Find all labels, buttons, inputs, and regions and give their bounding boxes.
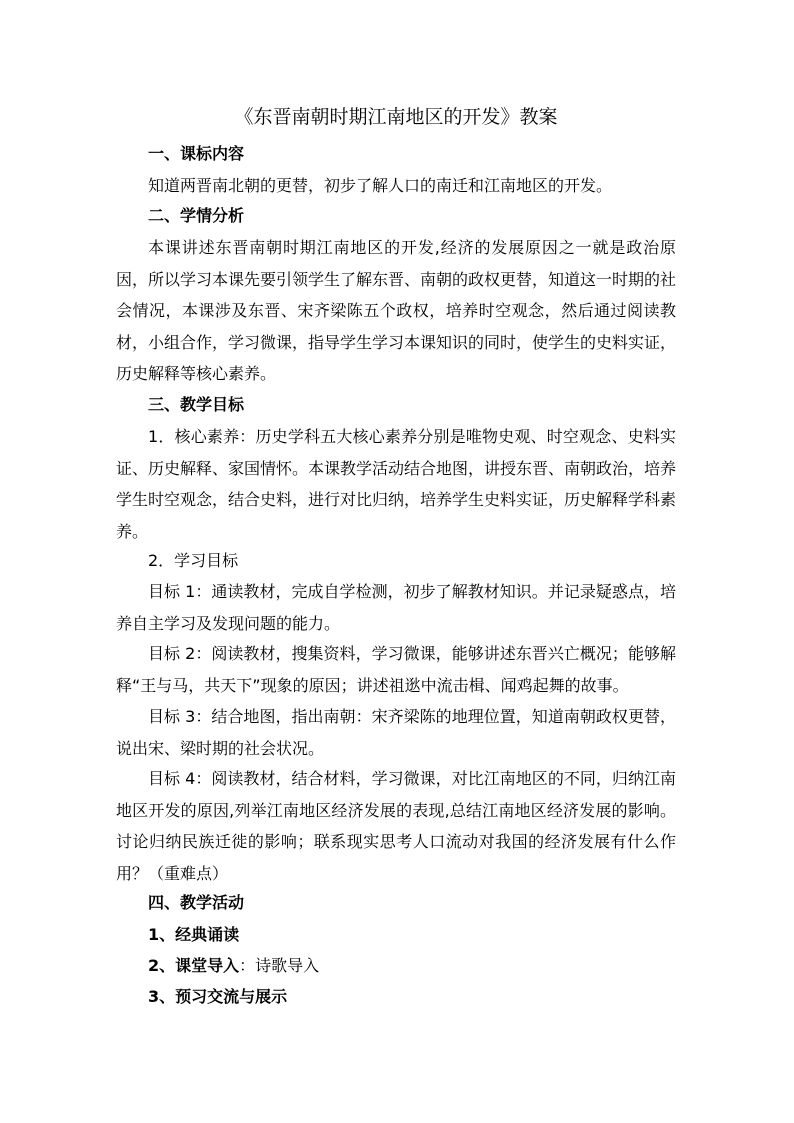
section-heading-objectives: 三、教学目标	[148, 395, 245, 414]
activity-3: 3、预习交流与展示	[148, 987, 288, 1006]
core-competency-text: 1．核心素养：历史学科五大核心素养分别是唯物史观、时空观念、史料实证、历史解释、家国情怀。本课教学活动结合地图，讲授东晋、南朝政治，培养学生时空观念，结合史料，进行对比归纳，培养学生史料实证，历史解释学科素养。	[116, 427, 677, 541]
goal-3-text: 目标 3：结合地图，指出南朝：宋齐梁陈的地理位置，知道南朝政权更替，说出宋、梁时期的社会状况。	[116, 707, 676, 758]
goal-2-text: 目标 2：阅读教材，搜集资料，学习微课，能够讲述东晋兴亡概况；能够解释“王与马，共天下”现象的原因；讲述祖逖中流击楫、闻鸡起舞的故事。	[116, 644, 676, 695]
document-title: 《东晋南朝时期江南地区的开发》教案	[234, 106, 558, 128]
goal-1-text: 目标 1：通读教材，完成自学检测，初步了解教材知识。并记录疑惑点，培养自主学习及发现问题的能力。	[116, 582, 676, 633]
activity-2-lead: 2、课堂导入	[148, 956, 240, 975]
learner-analysis-text: 本课讲述东晋南朝时期江南地区的开发,经济的发展原因之一就是政治原因，所以学习本课先要引领学生了解东晋、南朝的政权更替，知道这一时期的社会情况，本课涉及东晋、宋齐梁陈五个政权，培养时空观念，然后通过阅读教材，小组合作，学习微课，指导学生学习本课知识的同时，使学生的史料实证，历史解释等核心素养。	[116, 238, 677, 383]
section-heading-learner-analysis: 二、学情分析	[148, 206, 245, 225]
curriculum-text: 知道两晋南北朝的更替，初步了解人口的南迁和江南地区的开发。	[148, 176, 613, 195]
section-heading-curriculum: 一、课标内容	[148, 144, 245, 163]
learning-goals-label: 2．学习目标	[148, 551, 239, 570]
activity-1: 1、经典诵读	[148, 925, 240, 944]
section-heading-activities: 四、教学活动	[148, 893, 245, 912]
goal-4-text: 目标 4：阅读教材，结合材料，学习微课，对比江南地区的不同，归纳江南地区开发的原因,列举江南地区经济发展的表现,总结江南地区经济发展的影响。讨论归纳民族迁徙的影响；联系现实思考人口流动对我国的经济发展有什么作用？（重难点）	[116, 769, 676, 883]
activity-2	[116, 954, 676, 978]
activity-2-rest: ：诗歌导入	[239, 956, 320, 975]
